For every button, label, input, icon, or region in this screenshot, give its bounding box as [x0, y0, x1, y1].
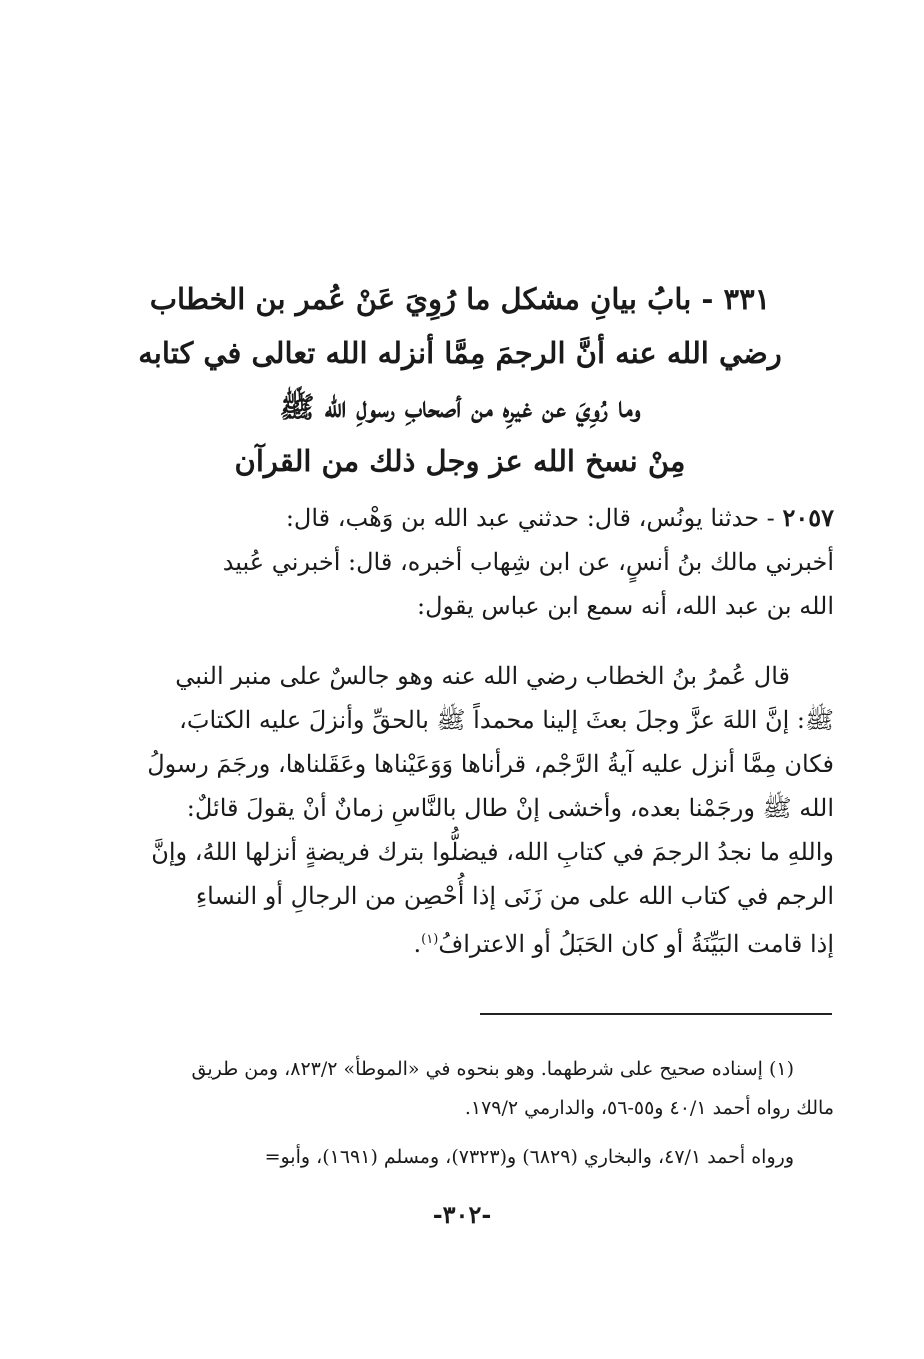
footnote-divider [480, 1013, 832, 1015]
footnote-line: مالك رواه أحمد ٤٠/١ و٥٥-٥٦، والدارمي ١٧٩/٢. [464, 1097, 834, 1119]
chapter-title-line: وما رُوِيَ عن غيرِه من أصحابِ رسولِ الله ﷺ [279, 390, 641, 424]
footnote-line: (١) إسناده صحيح على شرطهما. وهو بنحوه في «الموطأ» ٨٢٣/٢، ومن طريق [191, 1058, 794, 1080]
footnotes [92, 1050, 834, 1177]
matn-line: الله ﷺ ورجَمْنا بعده، وأخشى إنْ طال بالنَّاسِ زمانٌ أنْ يقولَ قائلٌ: [186, 794, 834, 822]
footnote-line: ورواه أحمد ٤٧/١، والبخاري (٦٨٢٩) و(٧٣٢٣)، ومسلم (١٦٩١)، وأبو= [264, 1146, 794, 1168]
isnad-line: أخبرني مالك بنُ أنسٍ، عن ابن شِهاب أخبره، قال: أخبرني عُبيد [222, 548, 834, 576]
isnad-line [92, 496, 834, 540]
chapter-title-line: رضي الله عنه أنَّ الرجمَ مِمَّا أنزله الله تعالى في كتابه [138, 336, 782, 370]
footnote-reference[interactable]: (١) [421, 932, 439, 947]
matn-line: فكان مِمَّا أنزل عليه آيةُ الرَّجْم، قرأناها وَوَعَيْناها وعَقَلناها، ورجَمَ رسولُ [147, 750, 834, 778]
isnad-line: الله بن عبد الله، أنه سمع ابن عباس يقول: [417, 592, 834, 620]
matn-line: ﷺ: إنَّ اللهَ عزَّ وجلَ بعثَ إلينا محمداً ﷺ بالحقِّ وأنزلَ عليه الكتابَ، [179, 706, 834, 734]
hadith-isnad [92, 496, 834, 628]
page-number: -٣٠٢- [432, 1200, 492, 1229]
hadith-matn [92, 654, 834, 966]
matn-line: قال عُمرُ بنُ الخطاب رضي الله عنه وهو جالسٌ على منبر النبي [175, 662, 790, 690]
footnote-gap [92, 1128, 834, 1138]
matn-line: الرجم في كتاب الله على من زَنَى إذا أُحْصِن من الرجالِ أو النساءِ [195, 882, 834, 910]
chapter-title-line: ٣٣١ - بابُ بيانِ مشكل ما رُوِيَ عَنْ عُمر بن الخطاب [149, 282, 771, 316]
chapter-title-line: مِنْ نسخ الله عز وجل ذلك من القرآن [234, 444, 686, 478]
end-mark: . [413, 930, 422, 958]
matn-text: إذا قامت البَيِّنَةُ أو كان الحَبَلُ أو الاعترافُ [438, 930, 834, 958]
isnad-text: - حدثنا يونُس، قال: حدثني عبد الله بن وَهْب، قال: [285, 504, 775, 532]
matn-line [92, 918, 834, 966]
matn-line: واللهِ ما نجدُ الرجمَ في كتابِ الله، فيضلُّوا بترك فريضةٍ أنزلها اللهُ، وإنَّ [151, 838, 834, 866]
hadith-number: ٢٠٥٧ [782, 503, 834, 532]
chapter-title [100, 272, 820, 488]
